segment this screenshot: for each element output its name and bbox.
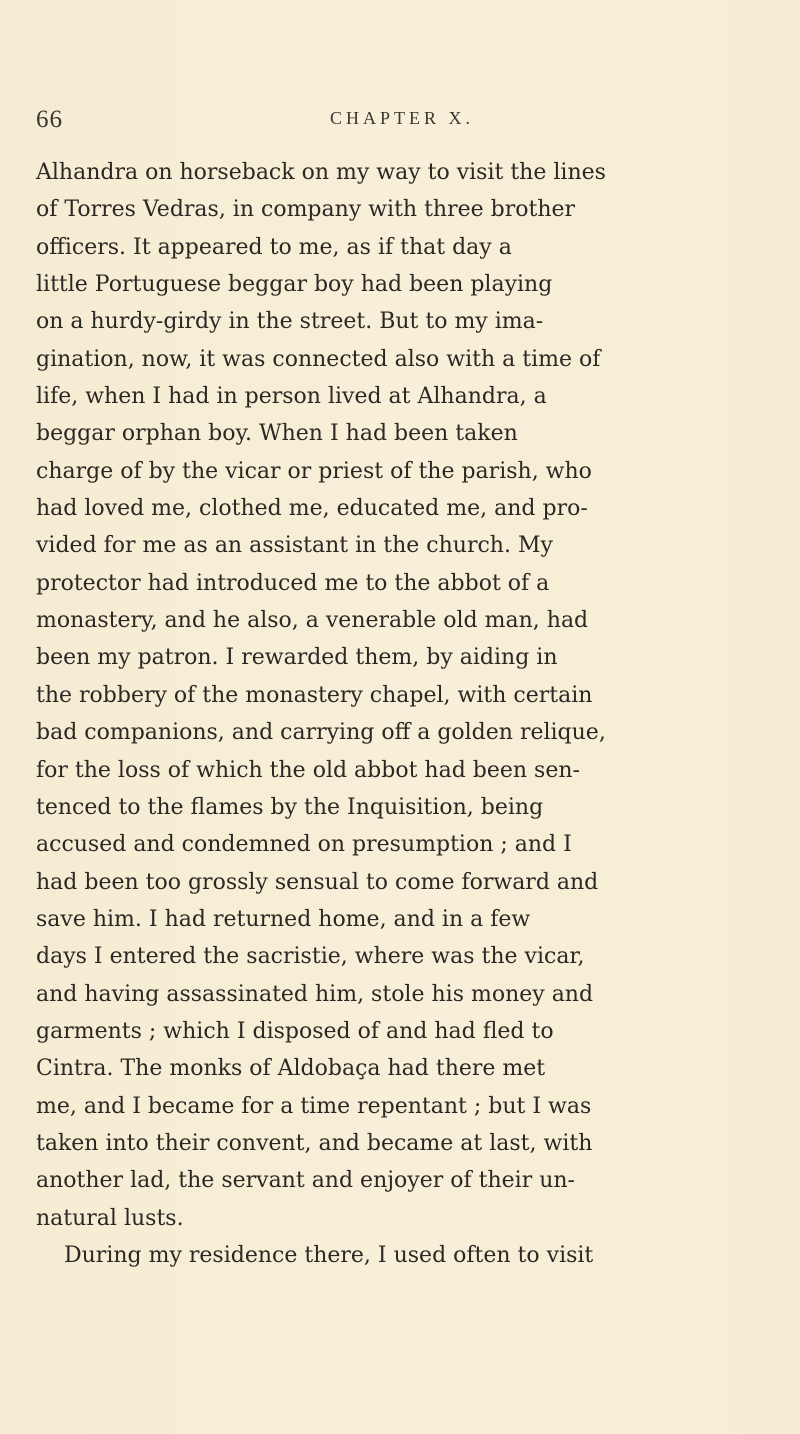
- text-line: taken into their convent, and became at last, with: [36, 1130, 593, 1156]
- text-line: gination, now, it was connected also with a time of: [36, 346, 601, 372]
- text-line: monastery, and he also, a venerable old man, had: [36, 608, 589, 634]
- text-line: and having assassinated him, stole his money and: [36, 981, 594, 1007]
- text-line: save him. I had returned home, and in a few: [36, 906, 531, 932]
- text-line: had loved me, clothed me, educated me, and pro-: [36, 496, 588, 522]
- text-line: been my patron. I rewarded them, by aiding in: [36, 645, 558, 671]
- text-line: beggar orphan boy. When I had been taken: [36, 421, 518, 447]
- text-line: of Torres Vedras, in company with three brother: [36, 197, 576, 223]
- text-line: garments ; which I disposed of and had fled to: [36, 1018, 554, 1044]
- text-line: on a hurdy-girdy in the street. But to my ima-: [36, 309, 544, 335]
- text-line: accused and condemned on presumption ; and I: [36, 832, 572, 858]
- text-line: another lad, the servant and enjoyer of their un-: [36, 1168, 575, 1194]
- text-line: little Portuguese beggar boy had been playing: [36, 272, 553, 298]
- text-line: had been too grossly sensual to come forward and: [36, 869, 599, 895]
- text-line: protector had introduced me to the abbot of a: [36, 570, 550, 596]
- text-line: natural lusts.: [36, 1205, 184, 1231]
- paragraph-start-line: During my residence there, I used often to visit: [64, 1242, 594, 1268]
- text-line: for the loss of which the old abbot had been sen-: [36, 757, 580, 783]
- body-text: [36, 154, 796, 1274]
- text-line: charge of by the vicar or priest of the parish, who: [36, 458, 592, 484]
- running-head: CHAPTER X.: [330, 108, 475, 128]
- page-header: [0, 98, 800, 138]
- text-line: bad companions, and carrying off a golden relique,: [36, 720, 606, 746]
- text-line: officers. It appeared to me, as if that day a: [36, 234, 512, 260]
- text-line: the robbery of the monastery chapel, with certain: [36, 682, 593, 708]
- text-line: tenced to the flames by the Inquisition, being: [36, 794, 544, 820]
- page-number: 66: [36, 106, 63, 133]
- text-line: vided for me as an assistant in the church. My: [36, 533, 553, 559]
- text-line: me, and I became for a time repentant ; but I was: [36, 1093, 592, 1119]
- text-line: Alhandra on horseback on my way to visit the lines: [36, 160, 606, 185]
- text-line: days I entered the sacristie, where was the vicar,: [36, 944, 585, 970]
- text-line: Cintra. The monks of Aldobaça had there met: [36, 1056, 546, 1082]
- text-line: life, when I had in person lived at Alhandra, a: [36, 384, 547, 410]
